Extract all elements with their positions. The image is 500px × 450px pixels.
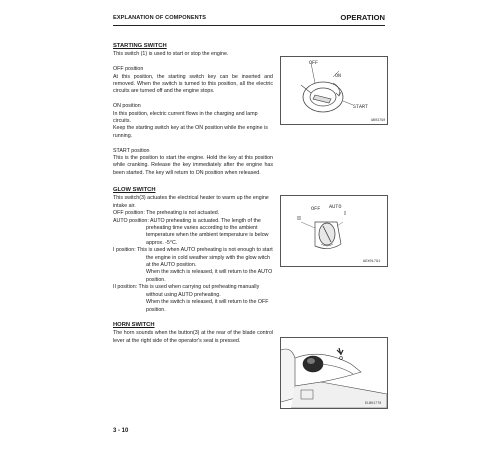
glow-auto-line: AUTO position: AUTO preheating is actuated. The length of the preheating time varies according to the ambient temperature when the ambient temperature is below approx. -5°C. <box>113 217 269 246</box>
glow-i-line: I position: This is used when AUTO preheating is not enough to start the engine in cold weather simply with the glow witch at the AUTO position. <box>113 247 273 269</box>
starting-switch-heading: STARTING SWITCH <box>113 43 167 49</box>
off-position-title: OFF position <box>113 66 144 73</box>
section-title: EXPLANATION OF COMPONENTS <box>113 15 207 21</box>
glow-i-line2: When the switch is released, it will return to the AUTO position. <box>146 269 273 283</box>
off-position-text: At this position, the starting switch key can be inserted and removed. When the switch is turned to this position, all the electric circuits are turned off and the engine stops. <box>113 73 273 95</box>
horn-switch-figure <box>280 337 388 409</box>
starting-switch-section <box>113 43 273 177</box>
on-position-text: In this position, electric current flows in the charging and lamp circuits. <box>113 110 258 125</box>
horn-fig-code: ELB01770 <box>365 402 382 406</box>
glow-switch-section <box>113 187 273 314</box>
fig-label-off: OFF <box>309 60 319 66</box>
horn-switch-text: The horn sounds when the button(3) at the rear of the blade control lever at the right side of the operator's seat is pressed. <box>113 330 273 344</box>
fig-code: AB03790 <box>371 119 386 123</box>
page-header <box>113 14 385 26</box>
glow-off-line: OFF position: The preheating is not actuated. <box>113 210 220 217</box>
glow-switch-heading: GLOW SWITCH <box>113 187 156 193</box>
fig-label-on: ON <box>335 73 342 79</box>
glow-switch-intro: This switch(3) actuates the electrical heater to warm up the engine intake air. <box>113 195 269 209</box>
glow-fig-label-auto: AUTO <box>329 204 342 210</box>
start-position-text: This is the position to start the engine. Hold the key at this position while cranking. Release the key immediately after the engine has been started. The key will return to ON position when released. <box>113 155 273 176</box>
page-number: 3 - 10 <box>113 428 129 434</box>
glow-switch-figure <box>280 195 388 267</box>
glow-ii-line: II position: This is used when carrying out preheating manually without using AUTO preheating. <box>113 284 260 298</box>
fig-label-start: START <box>353 104 369 110</box>
on-position-note: Keep the starting switch key at the ON position while the engine is running. <box>113 125 268 139</box>
starting-switch-figure <box>280 56 388 125</box>
glow-fig-code: ADX01791 <box>363 260 381 264</box>
horn-switch-heading: HORN SWITCH <box>113 322 155 328</box>
starting-switch-intro: This switch (1) is used to start or stop the engine. <box>113 51 229 58</box>
glow-ii-line2: When the switch is released, it will return to the OFF position. <box>146 299 269 313</box>
glow-fig-label-i: I <box>344 211 346 217</box>
chapter-title: OPERATION <box>340 13 385 22</box>
glow-fig-label-off: OFF <box>311 206 321 212</box>
horn-switch-section <box>113 322 273 345</box>
start-position-title: START position <box>113 147 150 154</box>
glow-fig-label-ii: II <box>297 216 301 222</box>
on-position-title: ON position <box>113 103 141 110</box>
